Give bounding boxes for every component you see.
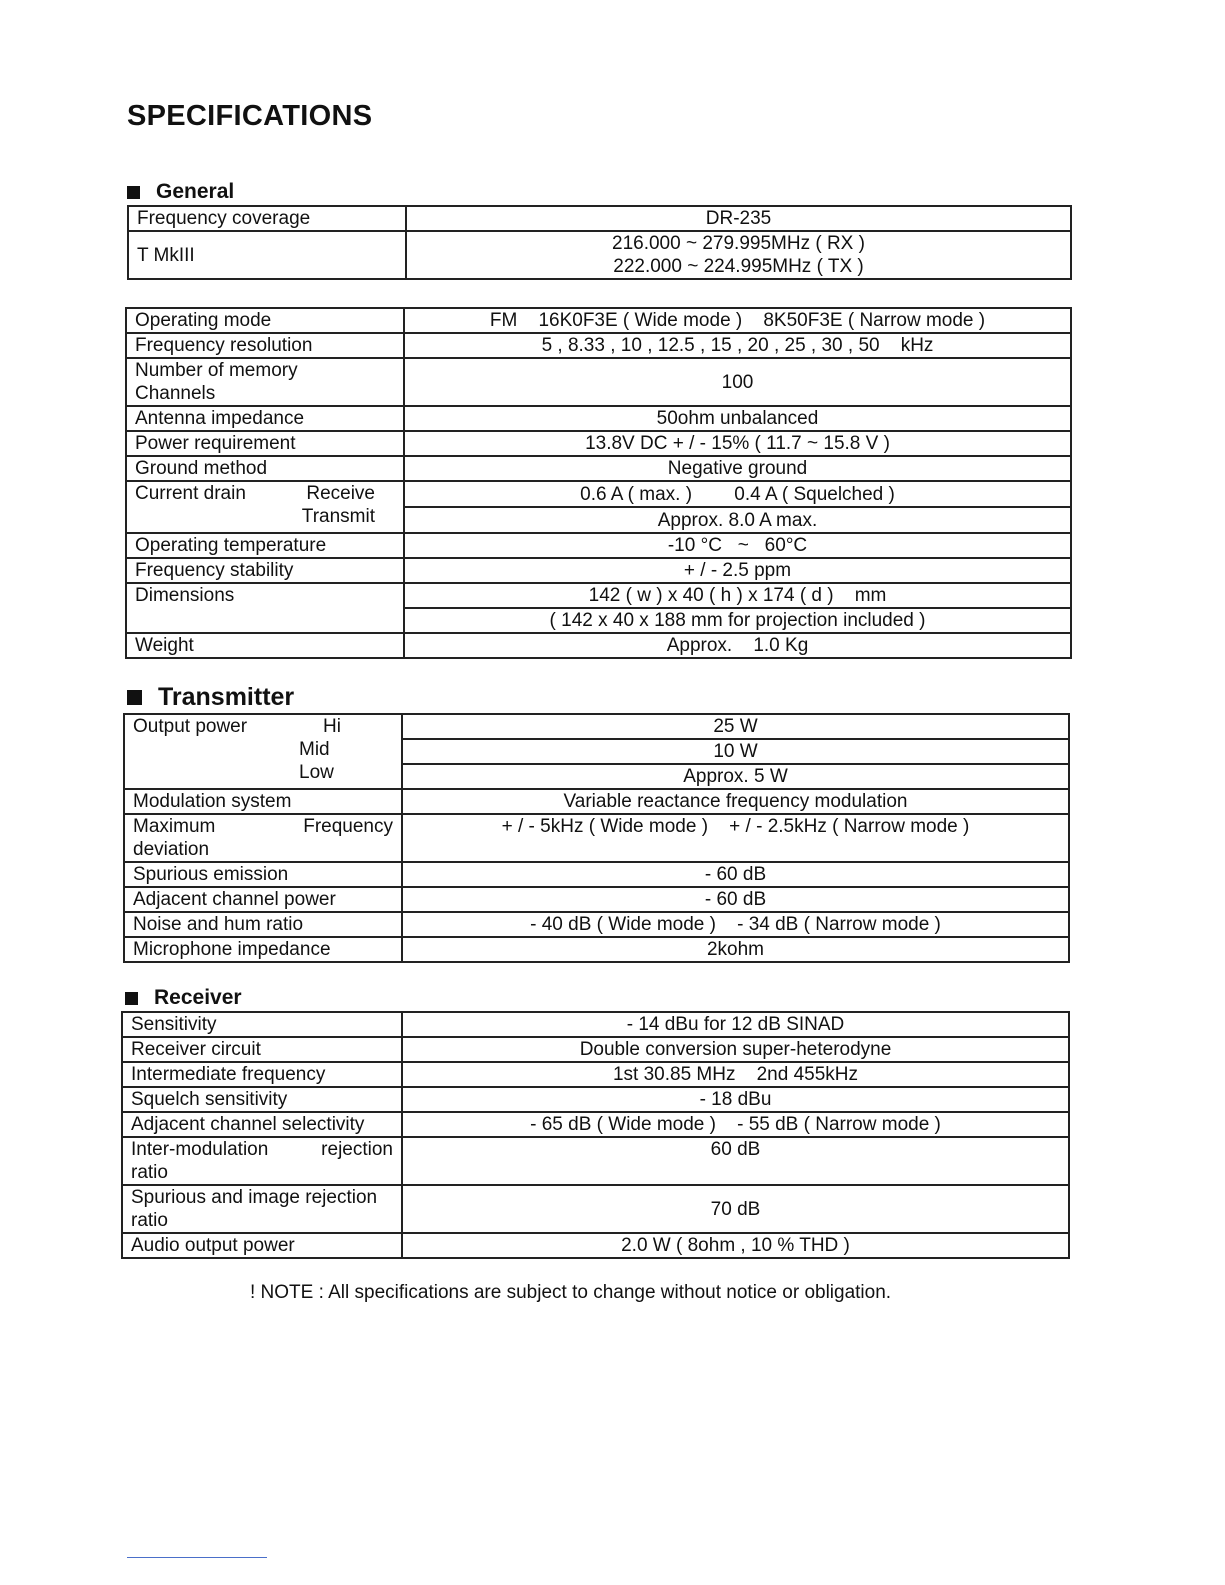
- section-heading-label: Transmitter: [158, 683, 295, 711]
- spec-label-main: Output power: [133, 716, 248, 737]
- spec-value: - 60 dB: [402, 887, 1069, 912]
- spec-value: 25 W: [402, 714, 1069, 739]
- spec-label: Frequency stability: [126, 558, 404, 583]
- spec-label: Modulation system: [124, 789, 402, 814]
- spec-label: Microphone impedance: [124, 937, 402, 962]
- spec-sublabel: Receive: [306, 483, 375, 504]
- spec-label-line: Number of memory: [135, 360, 298, 381]
- table-row: [126, 333, 1071, 358]
- spec-value: - 14 dBu for 12 dB SINAD: [402, 1012, 1069, 1037]
- spec-sublabel: Mid: [299, 739, 330, 760]
- spec-label-line: ratio: [131, 1210, 168, 1231]
- spec-label-part: rejection: [321, 1139, 393, 1160]
- spec-value: - 60 dB: [402, 862, 1069, 887]
- section-heading-label: General: [156, 180, 235, 203]
- section-heading-transmitter: [127, 683, 294, 712]
- spec-label: Squelch sensitivity: [122, 1087, 402, 1112]
- spec-sublabel: Transmit: [301, 506, 375, 527]
- output-power-label-row: [133, 715, 393, 738]
- spec-label: Frequency resolution: [126, 333, 404, 358]
- spec-value-line: 222.000 ~ 224.995MHz ( TX ): [613, 256, 864, 277]
- receiver-spec-table: [121, 1011, 1070, 1259]
- table-row: [122, 1112, 1069, 1137]
- spec-label: [122, 1185, 402, 1233]
- table-row: [126, 533, 1071, 558]
- table-row: [122, 1137, 1069, 1185]
- spec-value: Negative ground: [404, 456, 1071, 481]
- spec-label: T MkIII: [128, 231, 406, 279]
- table-row: [126, 633, 1071, 658]
- spec-label: Noise and hum ratio: [124, 912, 402, 937]
- spec-value: Approx. 1.0 Kg: [404, 633, 1071, 658]
- table-row: [122, 1087, 1069, 1112]
- frequency-coverage-table: [127, 205, 1072, 280]
- spec-label: Spurious emission: [124, 862, 402, 887]
- spec-label: Ground method: [126, 456, 404, 481]
- spec-label-justified: [131, 1138, 393, 1161]
- table-row: [122, 1012, 1069, 1037]
- spec-label-part: Maximum: [133, 816, 216, 837]
- spec-label-line: deviation: [133, 839, 210, 860]
- bullet-square-icon: [127, 186, 140, 199]
- spec-label: Frequency coverage: [128, 206, 406, 231]
- spec-value: 70 dB: [402, 1185, 1069, 1233]
- spec-value: + / - 5kHz ( Wide mode ) + / - 2.5kHz ( Narrow mode ): [402, 814, 1069, 862]
- spec-label-line: ratio: [131, 1162, 168, 1183]
- spec-label: Weight: [126, 633, 404, 658]
- table-row: [126, 481, 1071, 507]
- spec-label: [126, 481, 404, 533]
- spec-label: Receiver circuit: [122, 1037, 402, 1062]
- table-row: [128, 231, 1071, 279]
- spec-value-line: 216.000 ~ 279.995MHz ( RX ): [612, 233, 865, 254]
- table-row: [122, 1037, 1069, 1062]
- current-drain-label-row: [135, 482, 395, 505]
- spec-value: Approx. 5 W: [402, 764, 1069, 789]
- section-heading-general: [127, 180, 234, 204]
- table-row: [126, 358, 1071, 406]
- table-row: [124, 912, 1069, 937]
- table-row: [126, 431, 1071, 456]
- table-row: [122, 1062, 1069, 1087]
- spec-label: Audio output power: [122, 1233, 402, 1258]
- section-heading-label: Receiver: [154, 986, 242, 1009]
- spec-label: Sensitivity: [122, 1012, 402, 1037]
- spec-label: Adjacent channel selectivity: [122, 1112, 402, 1137]
- spec-label: Power requirement: [126, 431, 404, 456]
- table-row: [126, 406, 1071, 431]
- spec-label: [122, 1137, 402, 1185]
- table-row: [124, 789, 1069, 814]
- table-row: [124, 714, 1069, 739]
- spec-label: Intermediate frequency: [122, 1062, 402, 1087]
- spec-label: [124, 714, 402, 789]
- spec-value: - 65 dB ( Wide mode ) - 55 dB ( Narrow mode ): [402, 1112, 1069, 1137]
- table-row: [124, 862, 1069, 887]
- footer-divider: [127, 1557, 267, 1558]
- spec-label-justified: [133, 815, 393, 838]
- spec-value: 142 ( w ) x 40 ( h ) x 174 ( d ) mm: [404, 583, 1071, 608]
- table-row: [126, 456, 1071, 481]
- table-row: [122, 1233, 1069, 1258]
- spec-value: 0.6 A ( max. ) 0.4 A ( Squelched ): [404, 481, 1071, 507]
- spec-value: 5 , 8.33 , 10 , 12.5 , 15 , 20 , 25 , 30 , 50 kHz: [404, 333, 1071, 358]
- spec-label: Operating temperature: [126, 533, 404, 558]
- spec-value: 2kohm: [402, 937, 1069, 962]
- spec-sublabel: Low: [299, 762, 334, 783]
- spec-value: -10 °C ~ 60°C: [404, 533, 1071, 558]
- general-spec-table: [125, 307, 1072, 659]
- table-row: [124, 814, 1069, 862]
- spec-value: - 18 dBu: [402, 1087, 1069, 1112]
- spec-value: 50ohm unbalanced: [404, 406, 1071, 431]
- spec-label-line: Channels: [135, 383, 216, 404]
- section-heading-receiver: [125, 986, 242, 1010]
- spec-label: [124, 814, 402, 862]
- table-row: [126, 583, 1071, 608]
- spec-value: 60 dB: [402, 1137, 1069, 1185]
- spec-label-part: Frequency: [303, 816, 393, 837]
- spec-value: DR-235: [406, 206, 1071, 231]
- disclaimer-note: ! NOTE : All specifications are subject to change without notice or obligation.: [250, 1282, 892, 1303]
- table-row: [128, 206, 1071, 231]
- bullet-square-icon: [127, 690, 142, 705]
- spec-label: Adjacent channel power: [124, 887, 402, 912]
- spec-value: 2.0 W ( 8ohm , 10 % THD ): [402, 1233, 1069, 1258]
- table-row: [126, 558, 1071, 583]
- spec-value: - 40 dB ( Wide mode ) - 34 dB ( Narrow mode ): [402, 912, 1069, 937]
- table-row: [124, 887, 1069, 912]
- spec-value: Double conversion super-heterodyne: [402, 1037, 1069, 1062]
- spec-value: 13.8V DC + / - 15% ( 11.7 ~ 15.8 V ): [404, 431, 1071, 456]
- spec-label: Operating mode: [126, 308, 404, 333]
- spec-value: Approx. 8.0 A max.: [404, 507, 1071, 533]
- spec-value: 1st 30.85 MHz 2nd 455kHz: [402, 1062, 1069, 1087]
- spec-label-line: Spurious and image rejection: [131, 1187, 378, 1208]
- spec-value: + / - 2.5 ppm: [404, 558, 1071, 583]
- spec-label: [126, 358, 404, 406]
- table-row: [126, 308, 1071, 333]
- spec-value: FM 16K0F3E ( Wide mode ) 8K50F3E ( Narrow mode ): [404, 308, 1071, 333]
- spec-label: Dimensions: [126, 583, 404, 633]
- spec-label: Antenna impedance: [126, 406, 404, 431]
- page-title: SPECIFICATIONS: [127, 100, 373, 132]
- spec-label-main: Current drain: [135, 483, 246, 504]
- transmitter-spec-table: [123, 713, 1070, 963]
- spec-value: 10 W: [402, 739, 1069, 764]
- spec-label-part: Inter-modulation: [131, 1139, 269, 1160]
- table-row: [124, 937, 1069, 962]
- spec-value: Variable reactance frequency modulation: [402, 789, 1069, 814]
- spec-sublabel: Hi: [323, 716, 341, 737]
- spec-value: [406, 231, 1071, 279]
- table-row: [122, 1185, 1069, 1233]
- spec-value: ( 142 x 40 x 188 mm for projection included ): [404, 608, 1071, 633]
- spec-value: 100: [404, 358, 1071, 406]
- bullet-square-icon: [125, 992, 138, 1005]
